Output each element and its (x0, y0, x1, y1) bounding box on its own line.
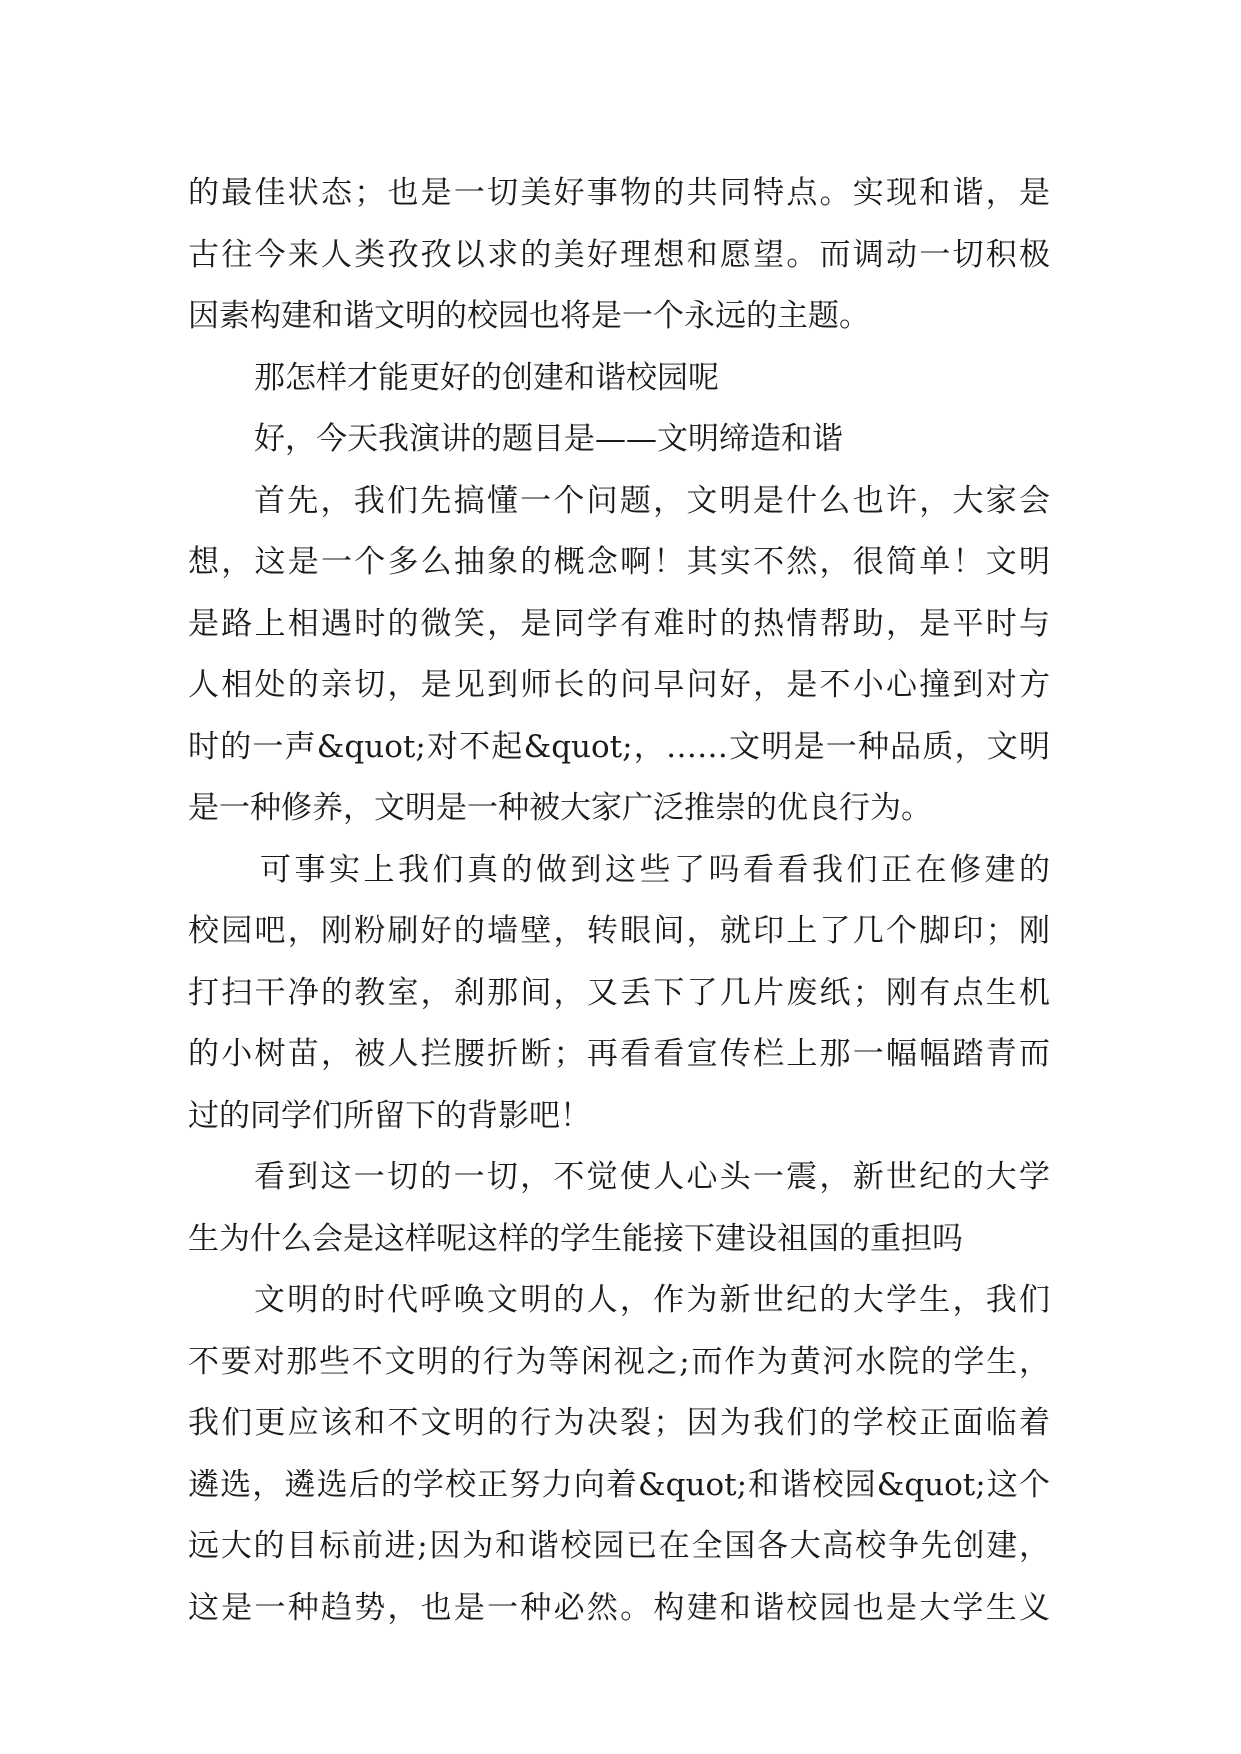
text-line: 好，今天我演讲的题目是——文明缔造和谐 (254, 421, 843, 457)
text-line: 是一种修养，文明是一种被大家广泛推崇的优良行为。 (188, 790, 932, 826)
text-line: 想，这是一个多么抽象的概念啊！其实不然，很简单！文明 (188, 544, 1050, 580)
text-line: 首先，我们先搞懂一个问题，文明是什么也许，大家会 (254, 482, 1050, 519)
document-page (188, 163, 1050, 1639)
text-line: 远大的目标前进;因为和谐校园已在全国各大高校争先创建， (188, 1528, 1050, 1564)
text-line: 时的一声&quot;对不起&quot;，……文明是一种品质，文明 (188, 728, 1050, 765)
text-line: 遴选，遴选后的学校正努力向着&quot;和谐校园&quot;这个 (188, 1466, 1050, 1503)
text-line: 看到这一切的一切，不觉使人心头一震，新世纪的大学 (254, 1159, 1050, 1195)
text-line: 可事实上我们真的做到这些了吗看看我们正在修建的 (260, 851, 1050, 888)
text-line: 文明的时代呼唤文明的人，作为新世纪的大学生，我们 (254, 1282, 1050, 1318)
text-line: 生为什么会是这样呢这样的学生能接下建设祖国的重担吗 (188, 1220, 963, 1257)
text-line: 校园吧，刚粉刷好的墙壁，转眼间，就印上了几个脚印；刚 (188, 913, 1050, 949)
text-line: 的最佳状态；也是一切美好事物的共同特点。实现和谐，是 (188, 175, 1050, 211)
text-line: 那怎样才能更好的创建和谐校园呢 (254, 359, 719, 396)
text-line: 不要对那些不文明的行为等闲视之;而作为黄河水院的学生， (188, 1343, 1050, 1380)
text-line: 的小树苗，被人拦腰折断；再看看宣传栏上那一幅幅踏青而 (188, 1036, 1050, 1072)
text-line: 我们更应该和不文明的行为决裂；因为我们的学校正面临着 (188, 1405, 1050, 1441)
text-line: 打扫干净的教室，刹那间，又丢下了几片废纸；刚有点生机 (188, 974, 1050, 1011)
text-line: 是路上相遇时的微笑，是同学有难时的热情帮助，是平时与 (188, 605, 1050, 642)
text-line: 过的同学们所留下的背影吧！ (188, 1097, 591, 1134)
text-line: 古往今来人类孜孜以求的美好理想和愿望。而调动一切积极 (188, 236, 1050, 273)
text-line: 这是一种趋势，也是一种必然。构建和谐校园也是大学生义 (188, 1589, 1050, 1626)
text-line: 人相处的亲切，是见到师长的问早问好，是不小心撞到对方 (188, 667, 1050, 703)
text-line: 因素构建和谐文明的校园也将是一个永远的主题。 (188, 298, 870, 334)
